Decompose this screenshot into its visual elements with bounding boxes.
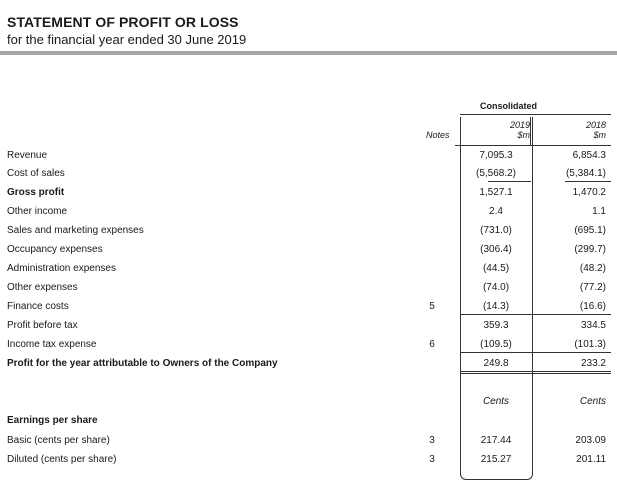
header-underline — [455, 145, 611, 146]
row-label: Income tax expense — [7, 339, 97, 350]
cents-2019-heading: Cents — [482, 396, 510, 407]
row-value-2018: (695.1) — [574, 225, 606, 236]
row-value-2019: (74.0) — [482, 282, 510, 293]
eps-row-label: Diluted (cents per share) — [7, 454, 117, 465]
row-value-2018: 233.2 — [580, 358, 606, 369]
row-value-2019: (5,568.2) — [475, 168, 517, 179]
row-label: Occupancy expenses — [7, 244, 103, 255]
eps-value-2019: 217.44 — [480, 435, 512, 446]
notes-heading: Notes — [426, 130, 450, 140]
eps-row-note: 3 — [429, 454, 435, 465]
row-value-2019: (44.5) — [482, 263, 510, 274]
year-2018-heading: 2018 — [585, 120, 606, 130]
eps-heading: Earnings per share — [7, 415, 98, 426]
eps-row-label: Basic (cents per share) — [7, 435, 110, 446]
row-label: Revenue — [7, 150, 48, 161]
year-2019-heading: 2019 — [509, 120, 530, 130]
row-value-2018: (101.3) — [574, 339, 606, 350]
subtotal-rule — [460, 314, 611, 315]
consolidated-rule — [460, 114, 611, 115]
row-value-2018: 334.5 — [580, 320, 606, 331]
eps-value-2018: 201.11 — [576, 454, 606, 465]
row-value-2018: 6,854.3 — [572, 150, 606, 161]
row-value-2018: (5,384.1) — [565, 168, 606, 179]
eps-value-2019: 215.27 — [480, 454, 512, 465]
row-value-2018: (48.2) — [579, 263, 606, 274]
row-value-2019: 249.8 — [483, 358, 509, 369]
row-label: Finance costs — [7, 301, 69, 312]
eps-row-note: 3 — [429, 435, 435, 446]
row-value-2019: 1,527.1 — [479, 187, 513, 198]
unit-2018-heading: $m — [593, 130, 606, 140]
row-note: 5 — [429, 301, 435, 312]
row-value-2019: (306.4) — [480, 244, 512, 255]
row-value-2018: (16.6) — [579, 301, 606, 312]
row-label: Other income — [7, 206, 68, 217]
statement-subtitle: for the financial year ended 30 June 2019 — [7, 32, 247, 47]
row-label: Administration expenses — [7, 263, 116, 274]
header-rule — [0, 51, 617, 55]
consolidated-heading: Consolidated — [480, 101, 538, 111]
row-value-2018: (77.2) — [579, 282, 606, 293]
eps-value-2018: 203.09 — [575, 435, 606, 446]
row-label: Cost of sales — [7, 168, 65, 179]
row-value-2018: (299.7) — [574, 244, 606, 255]
row-value-2018: 1.1 — [592, 206, 606, 217]
row-label: Profit for the year attributable to Owners of the Company — [7, 358, 278, 369]
subtotal-rule — [460, 352, 611, 353]
unit-2019-heading: $m — [517, 130, 530, 140]
row-value-2019: (14.3) — [482, 301, 510, 312]
subtotal-rule — [565, 181, 611, 182]
row-label: Other expenses — [7, 282, 78, 293]
header-divider — [530, 117, 531, 145]
statement-title: STATEMENT OF PROFIT OR LOSS — [7, 14, 239, 30]
row-value-2019: 2.4 — [489, 206, 503, 217]
row-label: Profit before tax — [7, 320, 78, 331]
row-value-2019: (109.5) — [480, 339, 512, 350]
cents-2018-heading: Cents — [579, 396, 606, 407]
row-value-2019: 7,095.3 — [479, 150, 513, 161]
row-value-2019: 359.3 — [483, 320, 509, 331]
row-label: Sales and marketing expenses — [7, 225, 144, 236]
total-rule — [460, 373, 611, 374]
row-label: Gross profit — [7, 187, 65, 198]
total-rule — [460, 371, 611, 372]
subtotal-rule — [488, 181, 531, 182]
row-value-2019: (731.0) — [480, 225, 512, 236]
row-value-2018: 1,470.2 — [572, 187, 606, 198]
row-note: 6 — [429, 339, 435, 350]
